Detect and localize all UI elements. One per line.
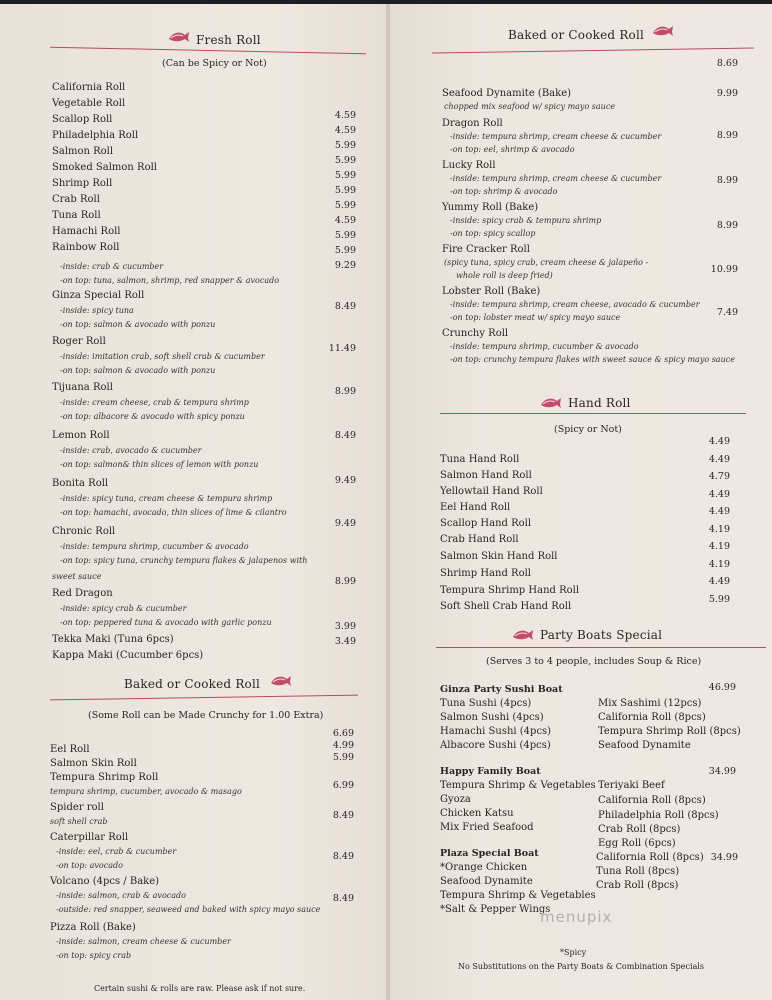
menu-item: Eel Hand Roll: [440, 502, 511, 513]
menu-item-desc: -on top: albacore & avocado with spicy ponzu: [60, 412, 245, 421]
menu-price: 8.49: [332, 810, 354, 821]
menu-price: 5.99: [334, 200, 356, 211]
boat-price: 46.99: [708, 682, 736, 693]
menu-item: Tuna Roll: [52, 210, 101, 221]
boat-item: Gyoza: [440, 794, 471, 805]
menu-item: Salmon Skin Roll: [50, 758, 137, 769]
menupix-watermark: menupix: [540, 908, 613, 926]
menu-price: 8.99: [716, 175, 738, 186]
boat-item: Seafood Dynamite: [440, 876, 533, 887]
menu-item: Scallop Roll: [52, 114, 113, 125]
menu-item: Yummy Roll (Bake): [442, 202, 539, 213]
boat-item: Tuna Sushi (4pcs): [440, 698, 532, 709]
menu-price: 5.99: [334, 245, 356, 256]
menu-price: 10.99: [710, 264, 738, 275]
menu-item: Soft Shell Crab Hand Roll: [440, 601, 572, 612]
menu-item: Salmon Hand Roll: [440, 470, 532, 481]
menu-item: Yellowtail Hand Roll: [440, 486, 543, 497]
menu-price: 8.49: [332, 851, 354, 862]
menu-item-desc: -on top: lobster meat w/ spicy mayo sauce: [450, 313, 621, 322]
boat-item: Chicken Katsu: [440, 808, 514, 819]
menu-price: 9.99: [716, 88, 738, 99]
menu-item-desc: soft shell crab: [50, 817, 108, 826]
menu-item-desc: -on top: spicy scallop: [450, 229, 536, 238]
fresh-roll-subtitle: (Can be Spicy or Not): [162, 58, 267, 69]
boat-name: Plaza Special Boat: [440, 848, 539, 859]
fish-icon: [270, 674, 292, 686]
right-baked-roll-heading: Baked or Cooked Roll: [508, 28, 645, 42]
menu-item: Scallop Hand Roll: [440, 518, 532, 529]
menu-item-desc: -inside: spicy tuna: [60, 306, 134, 315]
menu-item-desc: -inside: tempura shrimp, cream cheese & cucumber: [450, 174, 662, 183]
menu-price: 5.99: [334, 170, 356, 181]
menu-item-desc: -inside: crab & cucumber: [60, 262, 164, 271]
menu-price: 8.99: [334, 576, 356, 587]
menu-price: 8.49: [334, 430, 356, 441]
menu-item: Fire Cracker Roll: [442, 244, 530, 255]
menu-price: 4.49: [708, 489, 730, 500]
menu-item: Tempura Shrimp Roll: [50, 772, 159, 783]
menu-price: 5.99: [708, 594, 730, 605]
menu-item: Lobster Roll (Bake): [442, 286, 541, 297]
menu-item: Philadelphia Roll: [52, 130, 139, 141]
menu-item: Hamachi Roll: [52, 226, 121, 237]
party-boats-heading: Party Boats Special: [540, 628, 663, 642]
boat-item: California Roll (8pcs): [596, 852, 704, 863]
menu-price: 8.69: [716, 58, 738, 69]
boat-item: California Roll (8pcs): [598, 795, 706, 806]
fish-icon: [512, 628, 534, 640]
menu-price: 4.49: [708, 576, 730, 587]
boat-item: Tuna Roll (8pcs): [596, 866, 680, 877]
menu-item: Tijuana Roll: [52, 382, 113, 393]
menu-price: 4.19: [708, 559, 730, 570]
menu-item-desc: chopped mix seafood w/ spicy mayo sauce: [444, 102, 616, 111]
menu-item: Crab Hand Roll: [440, 534, 519, 545]
boat-item: *Salt & Pepper Wings: [440, 904, 551, 915]
menu-item: Caterpillar Roll: [50, 832, 129, 843]
menu-item: Shrimp Hand Roll: [440, 568, 531, 579]
menu-price: 4.49: [708, 506, 730, 517]
menu-price: 7.49: [716, 307, 738, 318]
menu-item-desc: -on top: avocado: [56, 861, 123, 870]
menu-price: 5.99: [334, 185, 356, 196]
menu-item: Lucky Roll: [442, 160, 496, 171]
menu-price: 4.59: [334, 215, 356, 226]
menu-price: 4.59: [334, 125, 356, 136]
menu-item-desc: -on top: peppered tuna & avocado with garlic ponzu: [60, 618, 272, 627]
menu-item: Chronic Roll: [52, 526, 116, 537]
boat-item: Albacore Sushi (4pcs): [440, 740, 551, 751]
menu-item-desc: -on top: shrimp & avocado: [450, 187, 558, 196]
menu-item-desc: -on top: spicy tuna, crunchy tempura flakes & jalapenos with: [60, 556, 308, 565]
menu-item-desc: -on top: eel, shrimp & avocado: [450, 145, 575, 154]
menu-item-desc: -on top: crunchy tempura flakes with sweet sauce & spicy mayo sauce: [450, 355, 735, 364]
menu-price: 4.99: [332, 740, 354, 751]
menu-item: California Roll: [52, 82, 126, 93]
boat-item: Egg Roll (6pcs): [598, 838, 676, 849]
menu-item-desc: -on top: tuna, salmon, shrimp, red snapper & avocado: [60, 276, 280, 285]
menu-price: 4.49: [708, 436, 730, 447]
hand-roll-heading: Hand Roll: [568, 396, 631, 410]
boat-item: Philadelphia Roll (8pcs): [598, 810, 719, 821]
menu-item: Spider roll: [50, 802, 104, 813]
menu-price: 5.99: [334, 230, 356, 241]
menu-price: 4.49: [708, 454, 730, 465]
boat-item: Hamachi Sushi (4pcs): [440, 726, 552, 737]
menu-item-desc: -inside: tempura shrimp, cream cheese, avocado & cucumber: [450, 300, 700, 309]
menu-item: Salmon Roll: [52, 146, 114, 157]
menu-item: Kappa Maki (Cucumber 6pcs): [52, 650, 204, 661]
boat-item: Teriyaki Beef: [598, 780, 665, 791]
menu-price: 11.49: [328, 343, 356, 354]
menu-item: Tekka Maki (Tuna 6pcs): [52, 634, 174, 645]
menu-item: Red Dragon: [52, 588, 113, 599]
menu-price: 8.99: [334, 386, 356, 397]
boat-item: Tempura Shrimp Roll (8pcs): [598, 726, 741, 737]
raw-food-footnote: Certain sushi & rolls are raw. Please ask if not sure.: [94, 984, 306, 993]
menu-price: 5.99: [334, 140, 356, 151]
menu-item-desc: whole roll is deep fried): [456, 271, 553, 280]
menu-price: 8.99: [716, 130, 738, 141]
hand-roll-rule: [440, 413, 746, 414]
menu-price: 4.79: [708, 471, 730, 482]
left-baked-roll-heading: Baked or Cooked Roll: [124, 677, 261, 691]
menu-item-desc: -inside: spicy crab & cucumber: [60, 604, 187, 613]
substitution-note: No Substitutions on the Party Boats & Combination Specials: [458, 962, 705, 971]
boat-name: Ginza Party Sushi Boat: [440, 684, 563, 695]
menu-item-desc: -inside: spicy tuna, cream cheese & tempura shrimp: [60, 494, 273, 503]
boat-name: Happy Family Boat: [440, 766, 541, 777]
boat-item: Seafood Dynamite: [598, 740, 691, 751]
menu-item-desc: -on top: hamachi, avocado, thin slices of lime & cilantro: [60, 508, 287, 517]
spicy-note: *Spicy: [560, 948, 587, 957]
menu-item-desc: -on top: spicy crab: [56, 951, 132, 960]
boat-item: Crab Roll (8pcs): [596, 880, 679, 891]
menu-item: Rainbow Roll: [52, 242, 120, 253]
menu-item: Vegetable Roll: [52, 98, 126, 109]
menu-price: 9.49: [334, 475, 356, 486]
menu-item-desc: sweet sauce: [52, 572, 102, 581]
left-baked-roll-subtitle: (Some Roll can be Made Crunchy for 1.00 Extra): [88, 710, 324, 721]
menu-item: Salmon Skin Hand Roll: [440, 551, 558, 562]
menu-price: 9.49: [334, 518, 356, 529]
menu-price: 4.59: [334, 110, 356, 121]
menu-price: 5.99: [332, 752, 354, 763]
party-boats-rule: [436, 647, 766, 648]
menu-item-desc: -inside: cream cheese, crab & tempura shrimp: [60, 398, 249, 407]
menu-item: Bonita Roll: [52, 478, 109, 489]
menu-item-desc: (spicy tuna, spicy crab, cream cheese & jalapeño -: [444, 258, 649, 267]
menu-item: Tempura Shrimp Hand Roll: [440, 585, 580, 596]
menu-item-desc: -inside: tempura shrimp, cucumber & avocado: [450, 342, 639, 351]
menu-item: Eel Roll: [50, 744, 90, 755]
menu-item: Ginza Special Roll: [52, 290, 145, 301]
menu-price: 8.49: [332, 893, 354, 904]
menu-item-desc: -inside: tempura shrimp, cucumber & avocado: [60, 542, 249, 551]
menu-item: Volcano (4pcs / Bake): [50, 876, 160, 887]
menu-item: Tuna Hand Roll: [440, 454, 520, 465]
boat-item: Crab Roll (8pcs): [598, 824, 681, 835]
fresh-roll-heading: Fresh Roll: [196, 33, 261, 47]
menu-item: Seafood Dynamite (Bake): [442, 88, 572, 99]
menu-price: 8.99: [716, 220, 738, 231]
menu-item-desc: tempura shrimp, cucumber, avocado & masago: [50, 787, 242, 796]
boat-item: Tempura Shrimp & Vegetables: [440, 890, 596, 901]
menu-item: Shrimp Roll: [52, 178, 113, 189]
menu-item-desc: -inside: imitation crab, soft shell crab & cucumber: [60, 352, 265, 361]
menu-item: Lemon Roll: [52, 430, 110, 441]
menu-item: Pizza Roll (Bake): [50, 922, 136, 933]
party-boats-subtitle: (Serves 3 to 4 people, includes Soup & Rice): [486, 656, 702, 667]
menu-item-desc: -on top: salmon & avocado with ponzu: [60, 366, 216, 375]
menu-item-desc: -on top: salmon& thin slices of lemon with ponzu: [60, 460, 259, 469]
menu-item: Crunchy Roll: [442, 328, 509, 339]
boat-item: *Orange Chicken: [440, 862, 528, 873]
menu-price: 5.99: [334, 155, 356, 166]
menu-price: 3.49: [334, 636, 356, 647]
boat-item: Tempura Shrimp & Vegetables: [440, 780, 596, 791]
fish-icon: [652, 24, 674, 36]
menu-item-desc: -inside: spicy crab & tempura shrimp: [450, 216, 602, 225]
hand-roll-subtitle: (Spicy or Not): [554, 424, 622, 435]
menu-price: 3.99: [334, 621, 356, 632]
boat-item: California Roll (8pcs): [598, 712, 706, 723]
menu-item: Dragon Roll: [442, 118, 503, 129]
menu-item: Crab Roll: [52, 194, 100, 205]
menu-price: 4.19: [708, 541, 730, 552]
page-fold: [386, 4, 390, 1000]
boat-item: Mix Fried Seafood: [440, 822, 534, 833]
menu-item-desc: -inside: tempura shrimp, cream cheese & cucumber: [450, 132, 662, 141]
boat-item: Mix Sashimi (12pcs): [598, 698, 702, 709]
boat-price: 34.99: [710, 852, 738, 863]
menu-price: 9.29: [334, 260, 356, 271]
menu-price: 4.19: [708, 524, 730, 535]
menu-item-desc: -inside: salmon, cream cheese & cucumber: [56, 937, 231, 946]
menu-item-desc: -outside: red snapper, seaweed and baked with spicy mayo sauce: [56, 905, 321, 914]
menu-price: 6.69: [332, 728, 354, 739]
menu-item: Smoked Salmon Roll: [52, 162, 157, 173]
menu-item-desc: -inside: crab, avocado & cucumber: [60, 446, 202, 455]
menu-item-desc: -inside: salmon, crab & avocado: [56, 891, 186, 900]
menu-price: 6.99: [332, 780, 354, 791]
fish-icon: [540, 396, 562, 408]
menu-item-desc: -inside: eel, crab & cucumber: [56, 847, 177, 856]
fish-icon: [168, 30, 190, 42]
boat-item: Salmon Sushi (4pcs): [440, 712, 544, 723]
boat-price: 34.99: [708, 766, 736, 777]
menu-item: Roger Roll: [52, 336, 106, 347]
menu-price: 8.49: [334, 301, 356, 312]
menu-item-desc: -on top: salmon & avocado with ponzu: [60, 320, 216, 329]
